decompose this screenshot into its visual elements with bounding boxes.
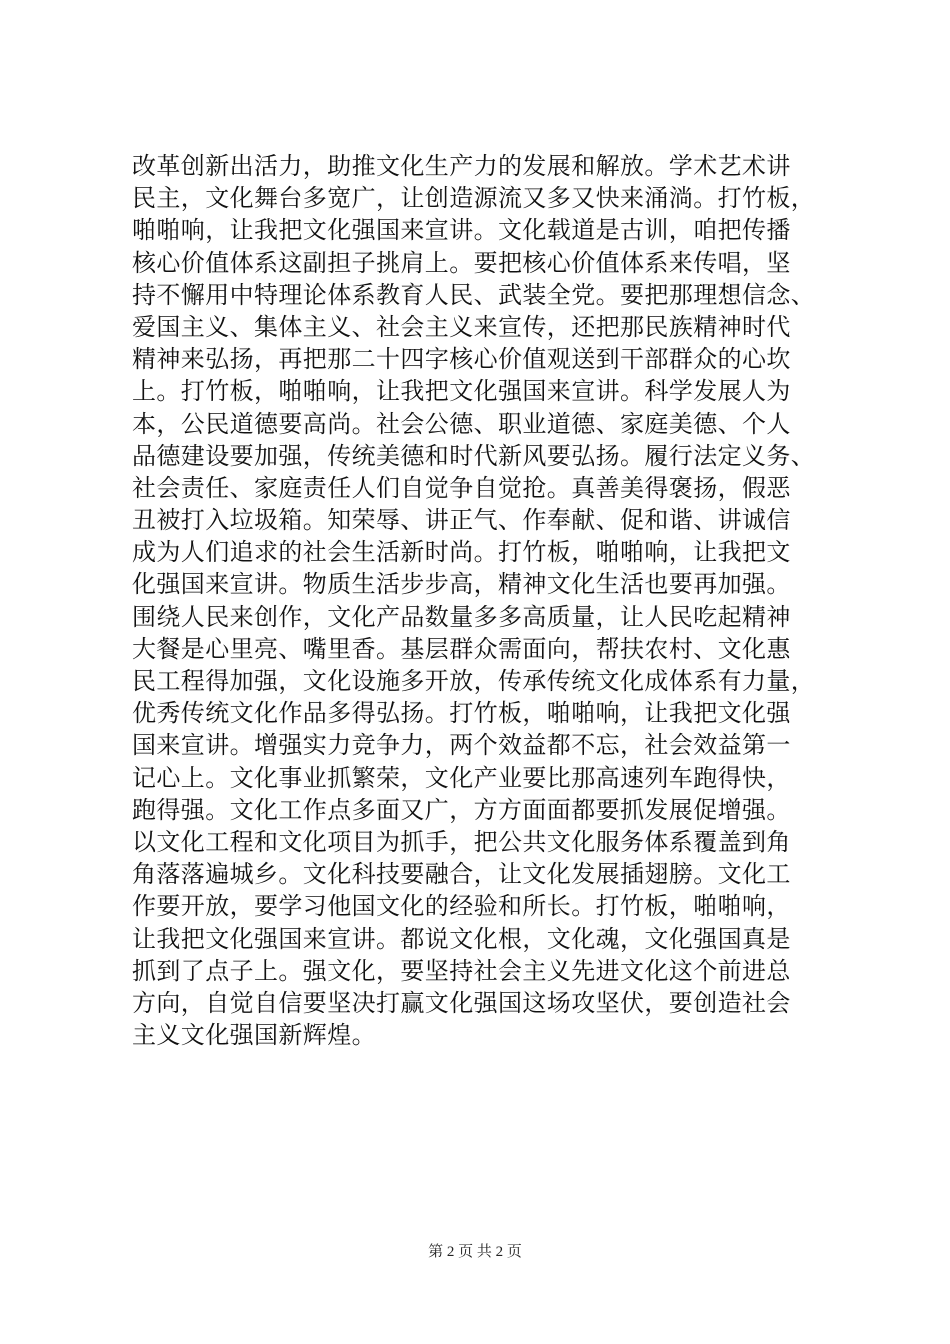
text-line: 优秀传统文化作品多得弘扬。打竹板，啪啪响，让我把文化强 [132, 699, 791, 728]
text-line: 围绕人民来创作，文化产品数量多多高质量，让人民吃起精神 [132, 602, 791, 631]
text-line: 本，公民道德要高尚。社会公德、职业道德、家庭美德、个人 [132, 409, 791, 438]
text-line: 抓到了点子上。强文化，要坚持社会主义先进文化这个前进总 [132, 956, 791, 985]
text-line: 精神来弘扬，再把那二十四字核心价值观送到干部群众的心坎 [132, 345, 791, 374]
text-line: 作要开放，要学习他国文化的经验和所长。打竹板，啪啪响， [132, 892, 791, 921]
text-line: 改革创新出活力，助推文化生产力的发展和解放。学术艺术讲 [132, 152, 791, 180]
text-line: 让我把文化强国来宣讲。都说文化根，文化魂，文化强国真是 [132, 924, 791, 953]
text-line: 丑被打入垃圾箱。知荣辱、讲正气、作奉献、促和谐、讲诚信 [132, 506, 791, 535]
text-line: 爱国主义、集体主义、社会主义来宣传，还把那民族精神时代 [132, 312, 791, 341]
text-line: 记心上。文化事业抓繁荣，文化产业要比那高速列车跑得快， [132, 763, 791, 792]
text-line: 核心价值体系这副担子挑肩上。要把核心价值体系来传唱，坚 [132, 248, 791, 277]
text-line: 跑得强。文化工作点多面又广，方方面面都要抓发展促增强。 [132, 795, 791, 824]
text-line: 品德建设要加强，传统美德和时代新风要弘扬。履行法定义务、 [132, 441, 816, 470]
body-paragraph [132, 150, 852, 1051]
text-line: 以文化工程和文化项目为抓手，把公共文化服务体系覆盖到角 [132, 827, 791, 856]
text-line: 上。打竹板，啪啪响，让我把文化强国来宣讲。科学发展人为 [132, 377, 791, 406]
text-line: 民工程得加强，文化设施多开放，传承传统文化成体系有力量， [132, 667, 816, 695]
text-line: 啪啪响，让我把文化强国来宣讲。文化载道是古训，咱把传播 [132, 216, 791, 245]
text-line: 化强国来宣讲。物质生活步步高，精神文化生活也要再加强。 [132, 570, 791, 599]
text-line: 成为人们追求的社会生活新时尚。打竹板，啪啪响，让我把文 [132, 538, 791, 567]
text-line: 角落落遍城乡。文化科技要融合，让文化发展插翅膀。文化工 [132, 860, 791, 889]
text-line: 社会责任、家庭责任人们自觉争自觉抢。真善美得褒扬，假恶 [132, 473, 791, 502]
page-footer: 第 2 页 共 2 页 [428, 1244, 522, 1260]
text-line: 大餐是心里亮、嘴里香。基层群众需面向，帮扶农村、文化惠 [132, 634, 791, 663]
text-line: 民主，文化舞台多宽广，让创造源流又多又快来涌淌。打竹板， [132, 184, 816, 213]
text-line: 持不懈用中特理论体系教育人民、武装全党。要把那理想信念、 [132, 280, 816, 309]
text-line: 主义文化强国新辉煌。 [132, 1021, 376, 1050]
text-line: 方向，自觉自信要坚决打赢文化强国这场攻坚伏，要创造社会 [132, 988, 791, 1017]
text-line: 国来宣讲。增强实力竞争力，两个效益都不忘，社会效益第一 [132, 731, 791, 760]
